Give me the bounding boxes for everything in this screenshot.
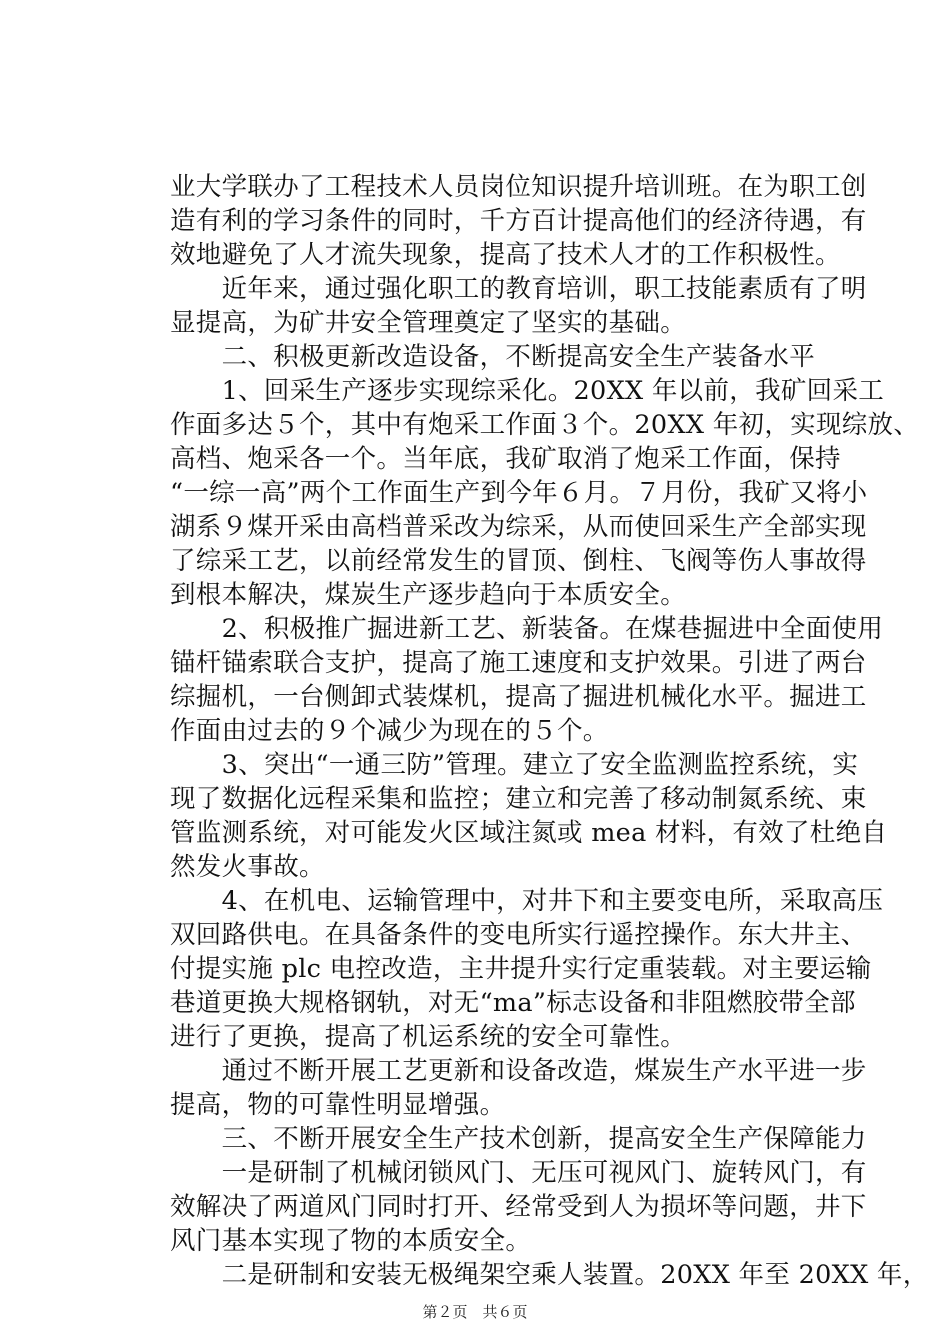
text-line: 效地避免了人才流失现象，提高了技术人才的工作积极性。	[170, 240, 841, 270]
text-line: 现了数据化远程采集和监控；建立和完善了移动制氮系统、束	[170, 784, 867, 814]
text-line: 效解决了两道风门同时打开、经常受到人为损坏等问题，井下	[170, 1192, 867, 1222]
text-line: 然发火事故。	[170, 852, 325, 882]
text-line: 业大学联办了工程技术人员岗位知识提升培训班。在为职工创	[170, 172, 867, 202]
text-line: 作面由过去的９个减少为现在的５个。	[170, 716, 609, 746]
section-heading: 三、不断开展安全生产技术创新，提高安全生产保障能力	[170, 1124, 867, 1154]
text-line: 管监测系统，对可能发火区域注氮或 mea 材料，有效了杜绝自	[170, 818, 888, 848]
text-line: 一是研制了机械闭锁风门、无压可视风门、旋转风门，有	[170, 1158, 867, 1188]
text-line: 通过不断开展工艺更新和设备改造，煤炭生产水平进一步	[170, 1056, 867, 1086]
text-line: 显提高，为矿井安全管理奠定了坚实的基础。	[170, 308, 687, 338]
text-line: 造有利的学习条件的同时，千方百计提高他们的经济待遇，有	[170, 206, 867, 236]
text-line: 了综采工艺，以前经常发生的冒顶、倒柱、飞阀等伤人事故得	[170, 546, 867, 576]
text-line: 进行了更换，提高了机运系统的安全可靠性。	[170, 1022, 687, 1052]
text-line: 双回路供电。在具备条件的变电所实行遥控操作。东大井主、	[170, 920, 867, 950]
text-line: 3、突出“一通三防”管理。建立了安全监测监控系统，实	[170, 750, 859, 780]
text-line: 高档、炮采各一个。当年底，我矿取消了炮采工作面，保持	[170, 444, 841, 474]
text-line: 作面多达５个，其中有炮采工作面３个。20XX 年初，实现综放、	[170, 410, 920, 440]
text-line: 综掘机，一台侧卸式装煤机，提高了掘进机械化水平。掘进工	[170, 682, 867, 712]
text-line: 湖系９煤开采由高档普采改为综采，从而使回采生产全部实现	[170, 512, 867, 542]
text-line: 提高，物的可靠性明显增强。	[170, 1090, 506, 1120]
text-line: 巷道更换大规格钢轨，对无“ma”标志设备和非阻燃胶带全部	[170, 988, 856, 1018]
text-line: 到根本解决，煤炭生产逐步趋向于本质安全。	[170, 580, 687, 610]
text-line: 4、在机电、运输管理中，对井下和主要变电所，采取高压	[170, 886, 884, 916]
text-line: 1、回采生产逐步实现综采化。20XX 年以前，我矿回采工	[170, 376, 885, 406]
page-number-footer: 第２页 共６页	[422, 1303, 528, 1321]
text-line: “一综一高”两个工作面生产到今年６月。７月份，我矿又将小	[170, 478, 868, 508]
text-line: 锚杆锚索联合支护，提高了施工速度和支护效果。引进了两台	[170, 648, 867, 678]
text-line: 2、积极推广掘进新工艺、新装备。在煤巷掘进中全面使用	[170, 614, 884, 644]
text-line: 近年来，通过强化职工的教育培训，职工技能素质有了明	[170, 274, 867, 304]
text-line: 二是研制和安装无极绳架空乘人装置。20XX 年至 20XX 年，	[170, 1260, 929, 1290]
text-line: 付提实施 plc 电控改造，主井提升实行定重装载。对主要运输	[170, 954, 872, 984]
section-heading: 二、积极更新改造设备，不断提高安全生产装备水平	[170, 342, 816, 372]
text-line: 风门基本实现了物的本质安全。	[170, 1226, 532, 1256]
